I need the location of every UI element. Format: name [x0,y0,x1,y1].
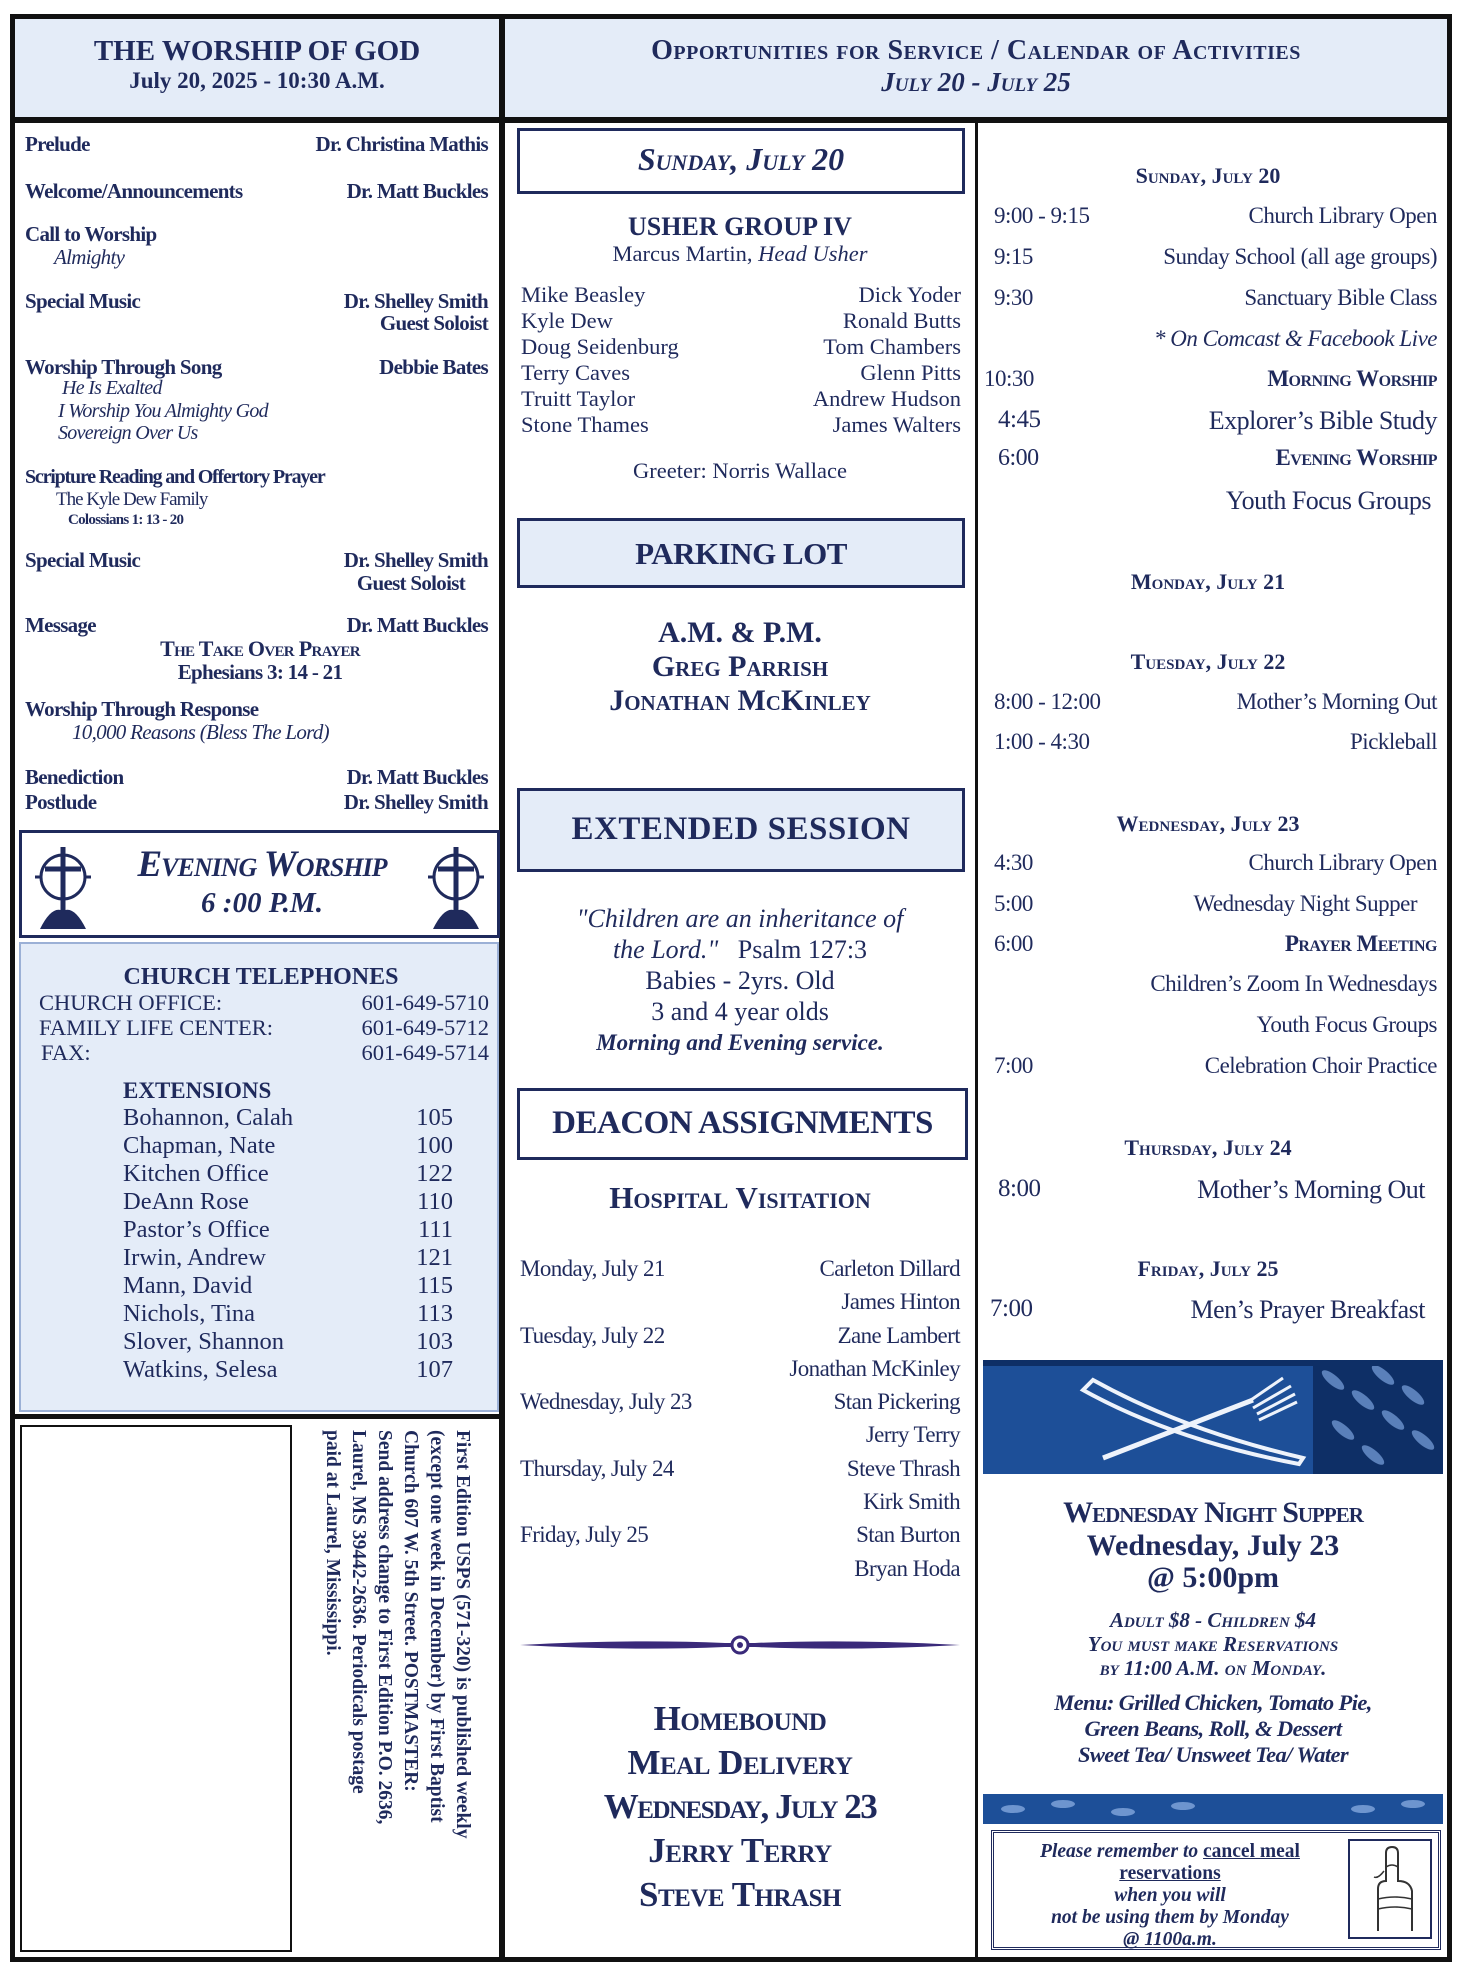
prelude-label: Prelude [25,132,90,156]
phone-row [39,1015,489,1040]
finger-string-reminder-icon [1348,1839,1432,1939]
calendar-time: 8:00 - 12:00 [994,689,1101,714]
calendar-event: Mother’s Morning Out [1236,689,1437,714]
supper-time: @ 5:00pm [1146,1561,1280,1594]
extension-name: Chapman, Nate [123,1132,276,1159]
response-label: Worship Through Response [25,697,259,721]
fork-knife-icon [983,1360,1443,1474]
homebound-section [505,1697,975,1917]
evening-worship-time: 6 :00 P.M. [201,887,323,919]
calendar-time: 9:00 - 9:15 [994,203,1090,228]
scripture-ref: Colossians 1: 13 - 20 [68,512,184,528]
calendar-event: Celebration Choir Practice [1204,1053,1437,1078]
extended-session-title-box [517,788,965,872]
extension-number: 113 [417,1300,453,1327]
supper-info [983,1496,1443,1768]
homebound-volunteer: Jerry Terry [648,1831,832,1870]
benediction-label: Benediction [25,765,124,789]
age-group: Babies - 2yrs. Old [645,966,835,995]
message-title: The Take Over Prayer [160,636,360,661]
usher-name: Terry Caves [521,360,631,385]
deacon-day: Tuesday, July 22 [520,1322,665,1348]
phone-row [39,990,489,1015]
supper-reservation: You must make Reservations [1087,1632,1339,1656]
supper-banner [983,1360,1443,1474]
usher-name: Mike Beasley [521,282,646,307]
song-3: Sovereign Over Us [58,422,198,444]
calendar-time: 7:00 [994,1053,1033,1078]
postal-line: Laurel, MS 39442-2636. Periodicals postage [348,1430,369,1794]
extension-number: 121 [416,1244,453,1271]
parking-volunteer: Jonathan McKinley [609,684,871,717]
supper-title: Wednesday Night Supper [1063,1496,1363,1529]
supper-banner-strip [983,1794,1443,1824]
parking-line: A.M. & P.M. [658,616,822,649]
calendar-event: * On Comcast & Facebook Live [1153,326,1437,351]
scripture-by: The Kyle Dew Family [56,489,208,510]
deacon-day: Thursday, July 24 [520,1455,674,1481]
calendar-column [978,123,1447,1353]
calendar-day-thursday: Thursday, July 24 [1124,1135,1292,1160]
special-music-role: Guest Soloist [379,311,488,335]
extended-session-body [505,903,975,1058]
deacon-name: Zane Lambert [837,1322,960,1348]
extension-row [123,1328,453,1356]
sunday-title-box [517,128,965,194]
extension-number: 110 [417,1188,453,1215]
extension-row [123,1244,453,1272]
extension-row [123,1272,453,1300]
quote-line: the Lord." [612,935,719,964]
homebound-date: Wednesday, July 23 [603,1787,877,1826]
deacon-name: Steve Thrash [846,1455,960,1481]
extension-number: 103 [416,1328,453,1355]
quote-line: "Children are an inheritance of [576,904,904,933]
message-ref: Ephesians 3: 14 - 21 [177,660,343,684]
usher-group-title: USHER GROUP IV [628,212,852,241]
calendar-title: Opportunities for Service / Calendar of Activities [651,35,1301,66]
extension-name: Slover, Shannon [123,1328,284,1355]
reminder-line: @ 1100a.m. [1123,1929,1217,1950]
supper-menu: Sweet Tea/ Unsweet Tea/ Water [1077,1742,1349,1767]
extension-name: Nichols, Tina [123,1300,256,1327]
calendar-event: Men’s Prayer Breakfast [1190,1295,1425,1324]
age-group: 3 and 4 year olds [651,997,829,1026]
parking-names [505,616,975,718]
special-music-2-by: Dr. Shelley Smith [343,548,488,572]
calendar-time: 1:00 - 4:30 [994,729,1090,754]
special-music-label: Special Music [25,289,141,313]
head-usher-name: Marcus Martin, [612,241,753,266]
call-to-worship-label: Call to Worship [25,222,157,246]
mailing-label-box [20,1425,292,1952]
telephones-list [39,990,489,1065]
calendar-event: Pickleball [1350,729,1437,754]
song-1: He Is Exalted [62,377,162,399]
calendar-event: Mother’s Morning Out [1197,1175,1425,1204]
usher-name: Tom Chambers [823,334,961,359]
deacon-name: Stan Burton [856,1522,960,1548]
deacon-row [520,1252,960,1285]
extension-name: Watkins, Selesa [123,1356,278,1383]
telephones-title: CHURCH TELEPHONES [123,964,399,990]
message-by: Dr. Matt Buckles [346,613,488,637]
deacon-name: Stan Pickering [833,1389,960,1415]
quote-reference: Psalm 127:3 [737,935,868,964]
usher-name: Kyle Dew [521,308,613,333]
decorative-pattern [983,1794,1443,1824]
usher-name: Truitt Taylor [521,386,636,411]
worship-through-song-label: Worship Through Song [25,355,222,379]
postal-divider [15,1414,500,1419]
evening-worship-title: Evening Worship [137,844,387,885]
deacon-row [520,1319,960,1352]
response-song: 10,000 Reasons (Bless The Lord) [72,720,329,744]
calendar-day-wednesday: Wednesday, July 23 [1116,811,1300,836]
message-label: Message [25,613,96,637]
deacon-day: Wednesday, July 23 [520,1389,692,1415]
greeter: Greeter: Norris Wallace [633,458,847,483]
worship-date: July 20, 2025 - 10:30 A.M. [129,68,385,93]
reminder-line: when you will [1114,1885,1226,1906]
worship-header [15,19,499,117]
special-music-2-role: Guest Soloist [356,571,465,595]
extension-name: Irwin, Andrew [123,1244,266,1271]
phone-number: 601-649-5712 [361,1015,489,1040]
calendar-time: 6:00 [998,445,1039,471]
homebound-volunteer: Steve Thrash [639,1875,841,1914]
usher-name: Doug Seidenburg [521,334,679,359]
song-2: I Worship You Almighty God [58,400,268,422]
special-music-by: Dr. Shelley Smith [343,289,488,313]
usher-name: Andrew Hudson [812,386,961,411]
hospital-visitation-title: Hospital Visitation [609,1180,871,1215]
deacon-name: Kirk Smith [863,1489,960,1515]
postal-notice [319,1430,475,1955]
calendar-event: Evening Worship [1275,445,1437,470]
extension-name: Kitchen Office [123,1160,269,1187]
deacon-title-box [517,1088,968,1160]
cross-wheel-icon [425,839,487,931]
prelude-by: Dr. Christina Mathis [315,132,488,156]
calendar-day-friday: Friday, July 25 [1137,1256,1279,1281]
benediction-by: Dr. Matt Buckles [346,765,488,789]
calendar-time: 5:00 [994,891,1033,916]
extended-session-title: EXTENDED SESSION [571,811,911,847]
calendar-time: 9:15 [994,244,1033,269]
parking-title: PARKING LOT [635,536,847,571]
homebound-title: Homebound [653,1699,827,1738]
supper-price: Adult $8 - Children $4 [1109,1608,1317,1632]
head-usher-role: Head Usher [758,241,868,266]
deacon-name: Jonathan McKinley [789,1355,960,1381]
supper-reservation: by 11:00 A.M. on Monday. [1099,1656,1327,1680]
extension-row [123,1160,453,1188]
reminder-text [1000,1841,1340,1951]
extension-name: Bohannon, Calah [123,1104,294,1131]
special-music-2-label: Special Music [25,548,141,572]
calendar-time: 10:30 [984,366,1034,391]
deacon-schedule [520,1252,960,1585]
postal-line: (except one week in December) by First Baptist [426,1430,447,1823]
calendar-event: Children’s Zoom In Wednesdays [1150,971,1437,996]
deacon-name: Jerry Terry [865,1422,960,1448]
calendar-dates: July 20 - July 25 [881,67,1071,97]
deacon-name: Carleton Dillard [819,1256,960,1281]
deacon-row [520,1452,960,1485]
extensions-title: EXTENSIONS [123,1078,272,1103]
extension-number: 107 [416,1356,453,1383]
worship-title: THE WORSHIP OF GOD [93,35,421,67]
calendar-event: Wednesday Night Supper [1193,891,1417,916]
parking-title-box [517,518,965,588]
parking-volunteer: Greg Parrish [651,650,829,683]
deacon-day: Friday, July 25 [520,1522,649,1548]
phone-number: 601-649-5714 [361,1040,489,1065]
reminder-line: not be using them by Monday [1051,1907,1289,1928]
supper-date: Wednesday, July 23 [1086,1529,1340,1562]
deacon-row [520,1518,960,1551]
deacon-day: Monday, July 21 [520,1256,665,1281]
calendar-day-tuesday: Tuesday, July 22 [1130,649,1286,674]
usher-name: Stone Thames [521,412,649,437]
postal-line: Church 607 W. 5th Street. POSTMASTER: [400,1430,421,1792]
postal-line: Send address change to First Edition P.O. 2636, [374,1430,395,1825]
postlude-by: Dr. Shelley Smith [343,790,488,814]
calendar-time: 4:45 [998,406,1041,433]
calendar-time: 9:30 [994,285,1033,310]
extension-row [123,1104,453,1132]
reminder-box [991,1830,1441,1950]
phone-label: FAMILY LIFE CENTER: [39,1015,273,1040]
welcome-label: Welcome/Announcements [25,179,243,203]
telephones-box [19,942,499,1412]
ushers-left [521,282,679,438]
usher-name: Ronald Butts [842,308,961,333]
postlude-label: Postlude [25,790,97,814]
deacon-name: Bryan Hoda [854,1555,960,1581]
calendar-time: 8:00 [998,1175,1041,1202]
calendar-event: Sanctuary Bible Class [1244,285,1437,310]
calendar-time: 4:30 [994,850,1033,875]
extension-row [123,1132,453,1160]
evening-worship-box [19,830,500,938]
welcome-by: Dr. Matt Buckles [346,179,488,203]
extension-name: DeAnn Rose [123,1188,249,1215]
postal-line: First Edition USPS (571-320) is published weekly [452,1430,473,1839]
calendar-header [505,19,1447,117]
calendar-event: Prayer Meeting [1284,931,1437,956]
supper-menu: Menu: Grilled Chicken, Tomato Pie, [1054,1690,1372,1715]
extension-row [123,1300,453,1328]
calendar-event: Church Library Open [1248,850,1437,875]
phone-number: 601-649-5710 [361,990,489,1015]
extension-name: Pastor’s Office [123,1216,270,1243]
calendar-time: 6:00 [994,931,1033,956]
scripture-label: Scripture Reading and Offertory Prayer [25,466,325,488]
calendar-event: Church Library Open [1248,203,1437,228]
extension-row [123,1188,453,1216]
service-note: Morning and Evening service. [596,1030,884,1055]
calendar-event: Youth Focus Groups [1256,1012,1437,1037]
deacon-name: James Hinton [841,1289,960,1315]
calendar-event: Sunday School (all age groups) [1163,244,1437,269]
worship-through-song-by: Debbie Bates [379,355,488,379]
head-usher [505,241,975,267]
extensions-list [123,1104,453,1384]
phone-label: FAX: [41,1040,91,1065]
phone-label: CHURCH OFFICE: [39,990,223,1015]
calendar-event: Youth Focus Groups [1225,486,1431,515]
postal-line: paid at Laurel, Mississippi. [322,1430,343,1656]
deacon-title: DEACON ASSIGNMENTS [552,1105,933,1141]
ornamental-divider [520,1630,960,1660]
usher-name: James Walters [832,412,961,437]
homebound-title: Meal Delivery [627,1743,853,1782]
cross-wheel-icon [32,839,94,931]
extension-number: 122 [416,1160,453,1187]
usher-name: Glenn Pitts [860,360,961,385]
deacon-row [520,1385,960,1418]
extension-name: Mann, David [123,1272,253,1299]
extension-row [123,1216,453,1244]
extension-number: 115 [417,1272,453,1299]
extension-number: 111 [418,1216,453,1243]
extension-row [123,1356,453,1384]
supper-menu: Green Beans, Roll, & Dessert [1084,1716,1342,1741]
sunday-title: Sunday, July 20 [637,141,845,177]
calendar-time: 7:00 [990,1295,1033,1322]
ushers-right [813,282,961,438]
phone-row [39,1040,489,1065]
reminder-pre: Please remember to [1040,1841,1199,1862]
calendar-event: Morning Worship [1267,366,1437,391]
calendar-day-monday: Monday, July 21 [1130,569,1286,594]
calendar-day-sunday: Sunday, July 20 [1135,163,1281,188]
extension-number: 100 [416,1132,453,1159]
cancel-reservations-link[interactable]: cancel meal reservations [1119,1841,1300,1884]
extension-number: 105 [416,1104,453,1131]
call-song: Almighty [54,245,125,269]
usher-name: Dick Yoder [858,282,961,307]
calendar-event: Explorer’s Bible Study [1208,406,1437,435]
